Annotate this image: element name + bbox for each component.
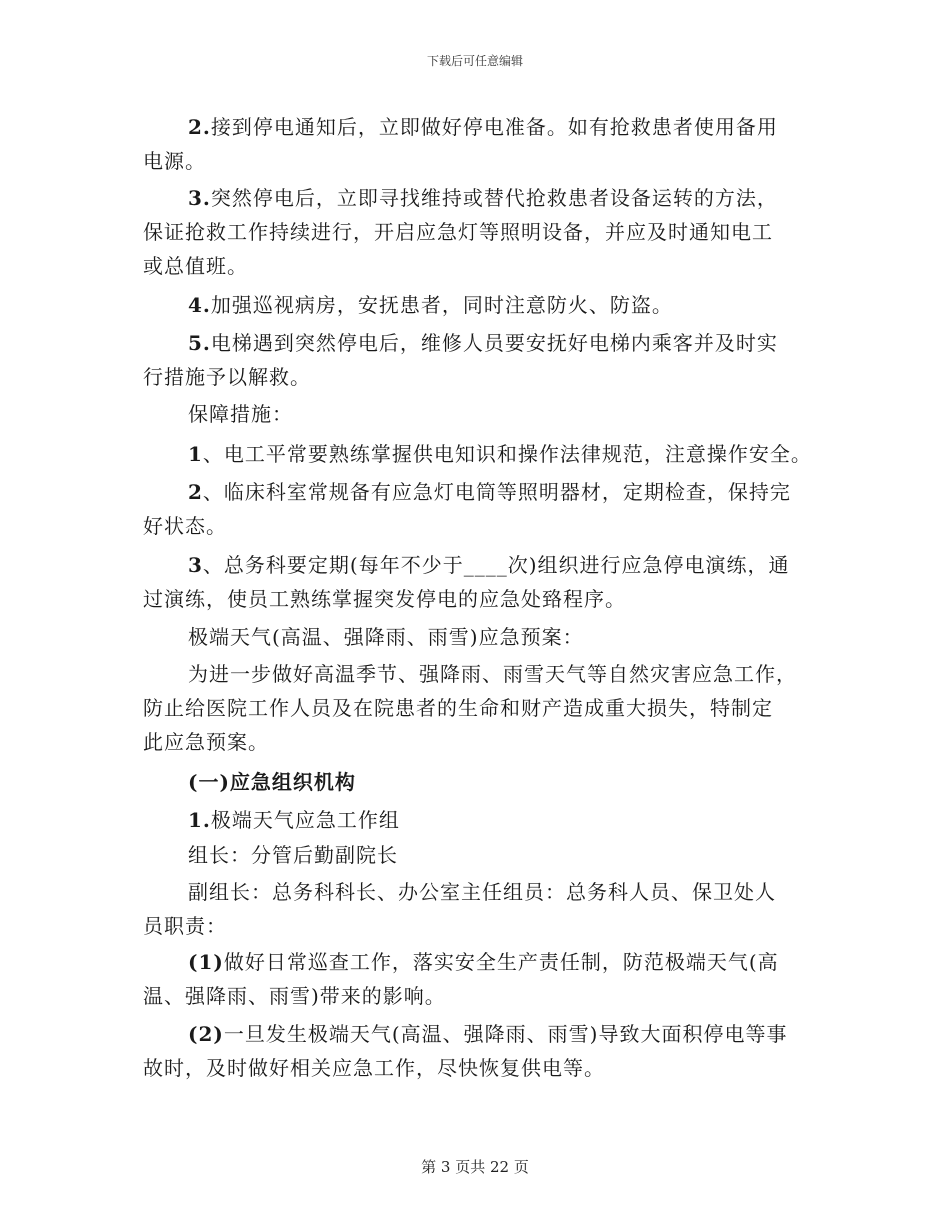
line-text: 此应急预案。 bbox=[143, 730, 269, 754]
line-text: 、总务科要定期(每年不少于____次)组织进行应急停电演练，通 bbox=[202, 553, 790, 577]
page-header: 下载后可任意编辑 bbox=[426, 54, 523, 68]
paragraph-line bbox=[188, 331, 778, 355]
line-text: 、电工平常要熟练掌握供电知识和操作法律规范，注意操作安全。 bbox=[202, 442, 812, 466]
item-number: 5. bbox=[188, 331, 211, 355]
paragraph-line bbox=[188, 186, 778, 210]
line-text: 、临床科室常规备有应急灯电筒等照明器材，定期检查，保持完 bbox=[202, 480, 791, 504]
item-number: (1) bbox=[188, 950, 224, 974]
line-text: 突然停电后，立即寻找维持或替代抢救患者设备运转的方法， bbox=[210, 186, 778, 210]
paragraph-line bbox=[188, 115, 778, 139]
line-text: 加强巡视病房，安抚患者，同时注意防火、防盗。 bbox=[210, 293, 673, 317]
line-text: (一)应急组织机构 bbox=[188, 770, 356, 794]
paragraph-line bbox=[143, 365, 311, 389]
paragraph-line bbox=[188, 1022, 787, 1046]
paragraph-line bbox=[143, 254, 248, 278]
line-text: 电梯遇到突然停电后，维修人员要安抚好电梯内乘客并及时实 bbox=[210, 331, 778, 355]
line-text: 过演练，使员工熟练掌握突发停电的应急处臵程序。 bbox=[143, 587, 626, 611]
line-text: 接到停电通知后，立即做好停电准备。如有抢救患者使用备用 bbox=[210, 115, 778, 139]
line-text: 组长：分管后勤副院长 bbox=[188, 843, 398, 867]
line-text: 故时，及时做好相关应急工作，尽快恢复供电等。 bbox=[143, 1056, 605, 1080]
paragraph-line bbox=[143, 587, 626, 611]
paragraph-line bbox=[188, 625, 584, 649]
item-number: 1. bbox=[188, 808, 211, 832]
paragraph-line bbox=[143, 914, 227, 938]
paragraph-line bbox=[188, 662, 797, 686]
line-text: 好状态。 bbox=[143, 514, 227, 538]
paragraph-line bbox=[143, 149, 206, 173]
paragraph-line bbox=[188, 770, 356, 794]
line-text: 保证抢救工作持续进行，开启应急灯等照明设备，并应及时通知电工 bbox=[143, 220, 773, 244]
paragraph-line bbox=[143, 730, 269, 754]
line-text: 防止给医院工作人员及在院患者的生命和财产造成重大损失，特制定 bbox=[143, 696, 773, 720]
line-text: 电源。 bbox=[143, 149, 206, 173]
line-text: 为进一步做好高温季节、强降雨、雨雪天气等自然灾害应急工作， bbox=[188, 662, 797, 686]
paragraph-line bbox=[188, 480, 791, 504]
paragraph-line bbox=[188, 293, 673, 317]
paragraph-line bbox=[143, 696, 773, 720]
page-footer: 第 3 页共 22 页 bbox=[421, 1158, 529, 1176]
line-text: 极端天气(高温、强降雨、雨雪)应急预案： bbox=[188, 625, 584, 649]
paragraph-line bbox=[188, 880, 776, 904]
paragraph-line bbox=[188, 808, 400, 832]
line-text: 行措施予以解救。 bbox=[143, 365, 311, 389]
paragraph-line bbox=[143, 514, 227, 538]
paragraph-line bbox=[143, 220, 773, 244]
item-number: (2) bbox=[188, 1022, 224, 1046]
item-number: 2 bbox=[188, 480, 203, 504]
line-text: 副组长：总务科科长、办公室主任组员：总务科人员、保卫处人 bbox=[188, 880, 776, 904]
paragraph-line bbox=[188, 950, 779, 974]
item-number: 4. bbox=[188, 293, 211, 317]
line-text: 或总值班。 bbox=[143, 254, 248, 278]
item-number: 3 bbox=[188, 553, 203, 577]
item-number: 2. bbox=[188, 115, 211, 139]
line-text: 温、强降雨、雨雪)带来的影响。 bbox=[143, 984, 446, 1008]
paragraph-line bbox=[188, 442, 812, 466]
line-text: 员职责： bbox=[143, 914, 227, 938]
line-text: 做好日常巡查工作，落实安全生产责任制，防范极端天气(高 bbox=[223, 950, 779, 974]
paragraph-line bbox=[143, 984, 446, 1008]
paragraph-line bbox=[143, 1056, 605, 1080]
paragraph-line bbox=[188, 402, 293, 426]
line-text: 保障措施： bbox=[188, 402, 293, 426]
item-number: 3. bbox=[188, 186, 211, 210]
paragraph-line bbox=[188, 553, 790, 577]
line-text: 极端天气应急工作组 bbox=[210, 808, 400, 832]
line-text: 一旦发生极端天气(高温、强降雨、雨雪)导致大面积停电等事 bbox=[223, 1022, 788, 1046]
paragraph-line bbox=[188, 843, 398, 867]
item-number: 1 bbox=[188, 442, 203, 466]
